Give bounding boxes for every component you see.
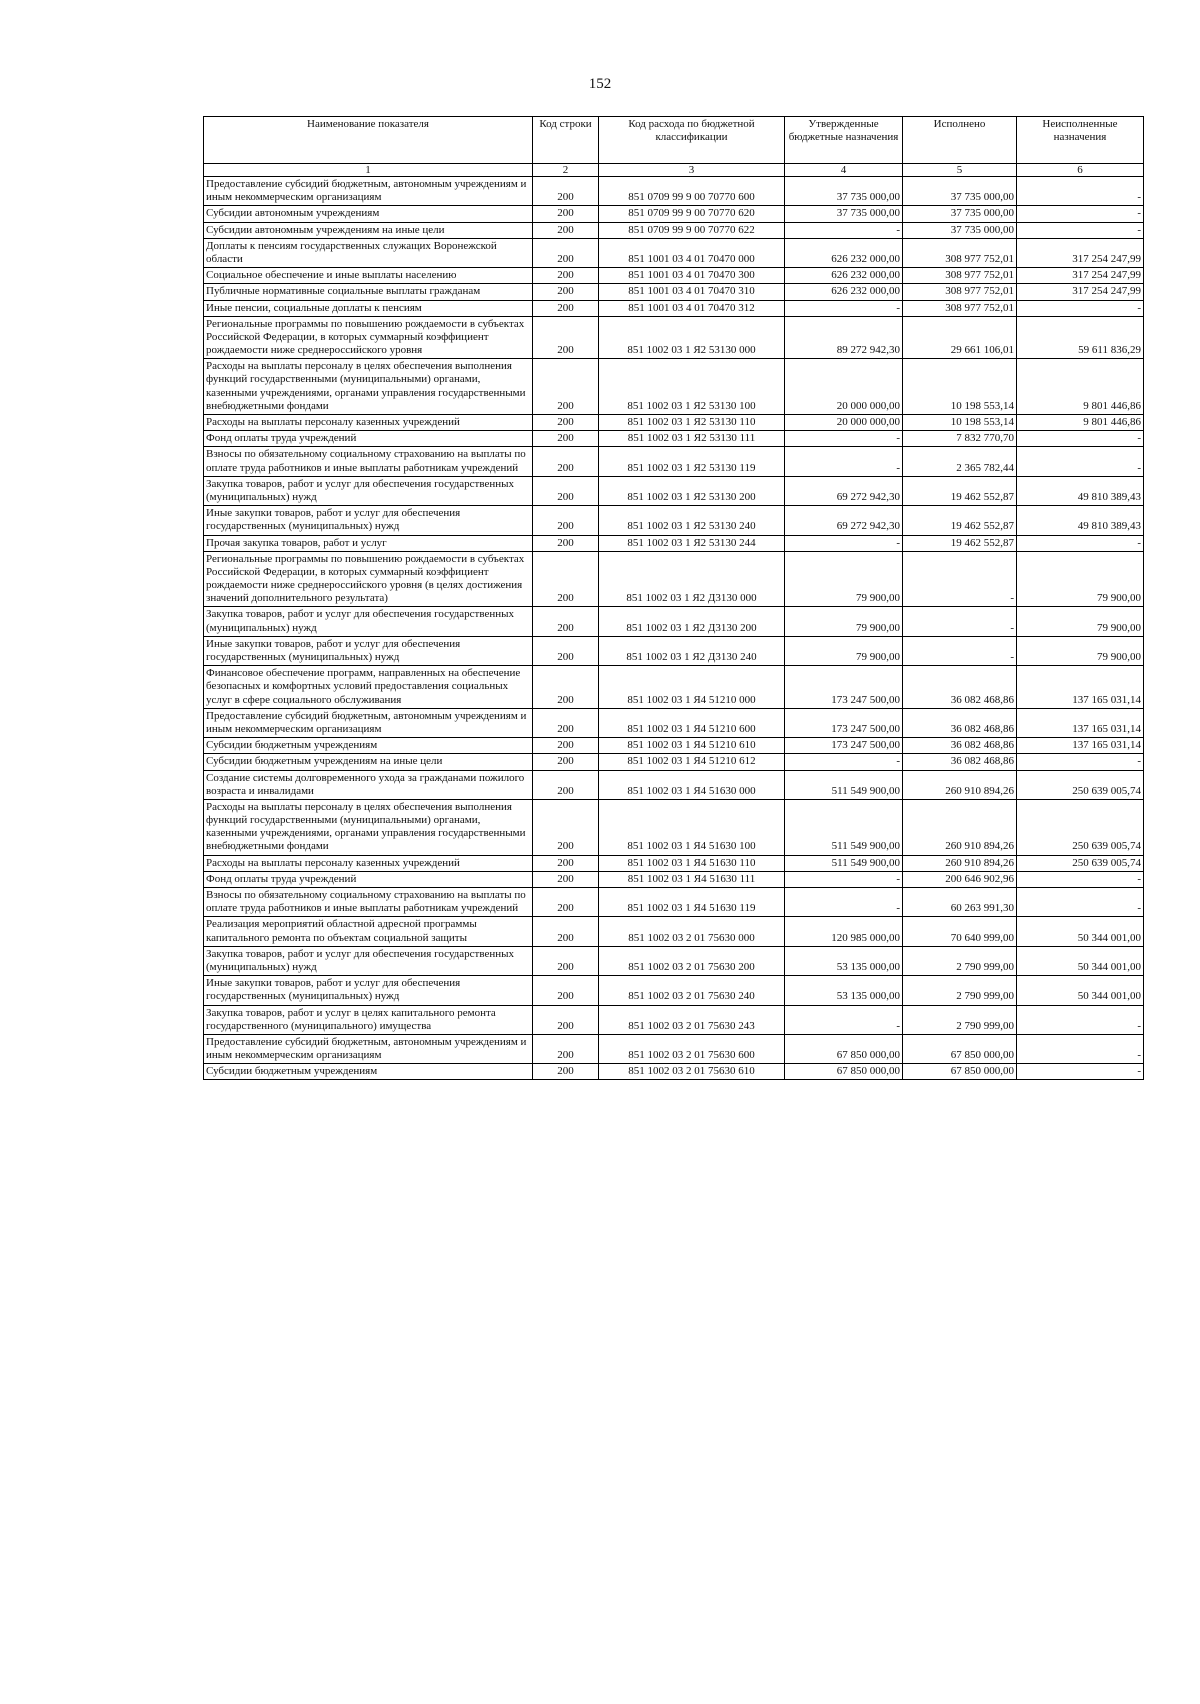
row-unexecuted-amount: 317 254 247,99	[1017, 284, 1144, 300]
table-row	[204, 1034, 1144, 1063]
row-name: Иные пенсии, социальные доплаты к пенсиям	[204, 300, 533, 316]
table-row	[204, 284, 1144, 300]
row-name: Расходы на выплаты персоналу в целях обеспечения выполнения функций государственными (муниципальными) органами, казенными учреждениями, органами управления государственными внебюджетными фондами	[204, 359, 533, 415]
table-row	[204, 316, 1144, 359]
row-line-code: 200	[533, 708, 599, 737]
row-unexecuted-amount: -	[1017, 1034, 1144, 1063]
table-row	[204, 535, 1144, 551]
row-name: Субсидии бюджетным учреждениям	[204, 738, 533, 754]
column-number-row	[204, 164, 1144, 177]
row-executed-amount: -	[903, 607, 1017, 636]
row-unexecuted-amount: 59 611 836,29	[1017, 316, 1144, 359]
column-header-executed: Исполнено	[903, 117, 1017, 164]
row-executed-amount: 10 198 553,14	[903, 415, 1017, 431]
row-approved-amount: -	[785, 871, 903, 887]
table-row	[204, 431, 1144, 447]
row-name: Закупка товаров, работ и услуг для обеспечения государственных (муниципальных) нужд	[204, 476, 533, 505]
row-name: Региональные программы по повышению рождаемости в субъектах Российской Федерации, в которых суммарный коэффициент рождаемости ниже среднероссийского уровня (в целях достижения значений дополнительного результата)	[204, 551, 533, 607]
row-approved-amount: 626 232 000,00	[785, 268, 903, 284]
table-row	[204, 855, 1144, 871]
table-row	[204, 359, 1144, 415]
row-executed-amount: 67 850 000,00	[903, 1064, 1017, 1080]
row-unexecuted-amount: 79 900,00	[1017, 551, 1144, 607]
row-name: Фонд оплаты труда учреждений	[204, 871, 533, 887]
column-header-name: Наименование показателя	[204, 117, 533, 164]
row-approved-amount: 20 000 000,00	[785, 415, 903, 431]
row-name: Взносы по обязательному социальному страхованию на выплаты по оплате труда работников и иные выплаты работникам учреждений	[204, 447, 533, 476]
row-unexecuted-amount: -	[1017, 206, 1144, 222]
row-line-code: 200	[533, 268, 599, 284]
row-unexecuted-amount: 137 165 031,14	[1017, 666, 1144, 709]
row-name: Публичные нормативные социальные выплаты гражданам	[204, 284, 533, 300]
row-budget-code: 851 1002 03 1 Я2 53130 100	[599, 359, 785, 415]
row-unexecuted-amount: -	[1017, 177, 1144, 206]
row-name: Предоставление субсидий бюджетным, автономным учреждениям и иным некоммерческим организациям	[204, 708, 533, 737]
row-executed-amount: 36 082 468,86	[903, 754, 1017, 770]
row-executed-amount: 19 462 552,87	[903, 535, 1017, 551]
row-name: Реализация мероприятий областной адресной программы капитального ремонта по объектам социальной защиты	[204, 917, 533, 946]
row-budget-code: 851 1002 03 1 Я2 53130 111	[599, 431, 785, 447]
row-name: Региональные программы по повышению рождаемости в субъектах Российской Федерации, в которых суммарный коэффициент рождаемости ниже среднероссийского уровня	[204, 316, 533, 359]
row-name: Прочая закупка товаров, работ и услуг	[204, 535, 533, 551]
row-name: Взносы по обязательному социальному страхованию на выплаты по оплате труда работников и иные выплаты работникам учреждений	[204, 888, 533, 917]
row-budget-code: 851 1002 03 1 Я2 53130 200	[599, 476, 785, 505]
table-body	[204, 177, 1144, 1080]
row-budget-code: 851 1002 03 1 Я4 51630 119	[599, 888, 785, 917]
row-executed-amount: 37 735 000,00	[903, 222, 1017, 238]
table-row	[204, 447, 1144, 476]
column-header-line-code: Код строки	[533, 117, 599, 164]
column-number: 5	[903, 164, 1017, 177]
row-line-code: 200	[533, 476, 599, 505]
row-executed-amount: 67 850 000,00	[903, 1034, 1017, 1063]
row-budget-code: 851 1002 03 1 Я2 Д3130 240	[599, 636, 785, 665]
row-line-code: 200	[533, 222, 599, 238]
row-executed-amount: 29 661 106,01	[903, 316, 1017, 359]
table-row	[204, 607, 1144, 636]
row-unexecuted-amount: -	[1017, 1064, 1144, 1080]
row-executed-amount: 60 263 991,30	[903, 888, 1017, 917]
row-line-code: 200	[533, 1005, 599, 1034]
row-line-code: 200	[533, 799, 599, 855]
row-approved-amount: -	[785, 300, 903, 316]
row-line-code: 200	[533, 359, 599, 415]
row-approved-amount: 511 549 900,00	[785, 855, 903, 871]
row-budget-code: 851 1001 03 4 01 70470 312	[599, 300, 785, 316]
table-row	[204, 917, 1144, 946]
row-approved-amount: 79 900,00	[785, 636, 903, 665]
column-header-unexecuted: Неисполненные назначения	[1017, 117, 1144, 164]
row-executed-amount: 37 735 000,00	[903, 206, 1017, 222]
row-unexecuted-amount: -	[1017, 535, 1144, 551]
column-number: 1	[204, 164, 533, 177]
row-line-code: 200	[533, 976, 599, 1005]
row-approved-amount: 69 272 942,30	[785, 506, 903, 535]
row-name: Субсидии автономным учреждениям	[204, 206, 533, 222]
row-name: Создание системы долговременного ухода за гражданами пожилого возраста и инвалидами	[204, 770, 533, 799]
row-unexecuted-amount: -	[1017, 447, 1144, 476]
row-approved-amount: 67 850 000,00	[785, 1034, 903, 1063]
table-row	[204, 238, 1144, 267]
row-name: Субсидии автономным учреждениям на иные цели	[204, 222, 533, 238]
row-unexecuted-amount: 9 801 446,86	[1017, 415, 1144, 431]
row-name: Социальное обеспечение и иные выплаты населению	[204, 268, 533, 284]
row-line-code: 200	[533, 888, 599, 917]
column-header-approved: Утвержденные бюджетные назначения	[785, 117, 903, 164]
row-budget-code: 851 1002 03 2 01 75630 600	[599, 1034, 785, 1063]
table-row	[204, 738, 1144, 754]
row-approved-amount: 511 549 900,00	[785, 770, 903, 799]
row-line-code: 200	[533, 316, 599, 359]
row-approved-amount: 173 247 500,00	[785, 738, 903, 754]
row-name: Предоставление субсидий бюджетным, автономным учреждениям и иным некоммерческим организациям	[204, 177, 533, 206]
row-unexecuted-amount: -	[1017, 431, 1144, 447]
table-row	[204, 946, 1144, 975]
row-approved-amount: -	[785, 1005, 903, 1034]
row-budget-code: 851 1002 03 1 Я4 51210 600	[599, 708, 785, 737]
row-unexecuted-amount: -	[1017, 888, 1144, 917]
row-executed-amount: 2 790 999,00	[903, 1005, 1017, 1034]
row-unexecuted-amount: 137 165 031,14	[1017, 738, 1144, 754]
row-budget-code: 851 1002 03 2 01 75630 243	[599, 1005, 785, 1034]
row-line-code: 200	[533, 415, 599, 431]
row-approved-amount: -	[785, 754, 903, 770]
table-row	[204, 708, 1144, 737]
row-line-code: 200	[533, 607, 599, 636]
table-row	[204, 1005, 1144, 1034]
row-name: Доплаты к пенсиям государственных служащих Воронежской области	[204, 238, 533, 267]
row-executed-amount: 36 082 468,86	[903, 666, 1017, 709]
row-line-code: 200	[533, 551, 599, 607]
row-budget-code: 851 1002 03 1 Я4 51210 612	[599, 754, 785, 770]
header-row	[204, 117, 1144, 164]
row-budget-code: 851 1002 03 1 Я2 Д3130 000	[599, 551, 785, 607]
row-approved-amount: 626 232 000,00	[785, 284, 903, 300]
table-row	[204, 506, 1144, 535]
row-name: Иные закупки товаров, работ и услуг для обеспечения государственных (муниципальных) нужд	[204, 506, 533, 535]
row-executed-amount: 36 082 468,86	[903, 738, 1017, 754]
row-executed-amount: 260 910 894,26	[903, 855, 1017, 871]
row-budget-code: 851 1001 03 4 01 70470 310	[599, 284, 785, 300]
row-budget-code: 851 1002 03 1 Я4 51630 110	[599, 855, 785, 871]
row-unexecuted-amount: 79 900,00	[1017, 607, 1144, 636]
row-approved-amount: -	[785, 431, 903, 447]
row-name: Закупка товаров, работ и услуг для обеспечения государственных (муниципальных) нужд	[204, 946, 533, 975]
row-budget-code: 851 1001 03 4 01 70470 000	[599, 238, 785, 267]
row-budget-code: 851 1001 03 4 01 70470 300	[599, 268, 785, 284]
table-row	[204, 300, 1144, 316]
row-approved-amount: 37 735 000,00	[785, 206, 903, 222]
row-budget-code: 851 1002 03 1 Я2 53130 244	[599, 535, 785, 551]
row-budget-code: 851 1002 03 1 Я4 51630 000	[599, 770, 785, 799]
table-row	[204, 888, 1144, 917]
row-line-code: 200	[533, 738, 599, 754]
row-unexecuted-amount: -	[1017, 222, 1144, 238]
table-row	[204, 222, 1144, 238]
row-approved-amount: -	[785, 447, 903, 476]
row-unexecuted-amount: -	[1017, 871, 1144, 887]
row-approved-amount: 626 232 000,00	[785, 238, 903, 267]
row-name: Иные закупки товаров, работ и услуг для обеспечения государственных (муниципальных) нужд	[204, 636, 533, 665]
row-executed-amount: 10 198 553,14	[903, 359, 1017, 415]
row-approved-amount: 79 900,00	[785, 551, 903, 607]
row-name: Иные закупки товаров, работ и услуг для обеспечения государственных (муниципальных) нужд	[204, 976, 533, 1005]
row-approved-amount: 69 272 942,30	[785, 476, 903, 505]
row-approved-amount: 79 900,00	[785, 607, 903, 636]
row-line-code: 200	[533, 177, 599, 206]
row-budget-code: 851 1002 03 1 Я4 51630 100	[599, 799, 785, 855]
budget-execution-table	[203, 116, 1144, 1080]
row-budget-code: 851 1002 03 1 Я4 51210 000	[599, 666, 785, 709]
row-approved-amount: 511 549 900,00	[785, 799, 903, 855]
row-executed-amount: 19 462 552,87	[903, 506, 1017, 535]
row-executed-amount: 2 790 999,00	[903, 946, 1017, 975]
row-budget-code: 851 1002 03 2 01 75630 000	[599, 917, 785, 946]
row-line-code: 200	[533, 1064, 599, 1080]
row-line-code: 200	[533, 871, 599, 887]
row-approved-amount: 53 135 000,00	[785, 946, 903, 975]
row-approved-amount: 173 247 500,00	[785, 708, 903, 737]
row-unexecuted-amount: -	[1017, 754, 1144, 770]
row-unexecuted-amount: 250 639 005,74	[1017, 799, 1144, 855]
table-row	[204, 551, 1144, 607]
row-approved-amount: 120 985 000,00	[785, 917, 903, 946]
row-budget-code: 851 1002 03 1 Я2 53130 119	[599, 447, 785, 476]
row-unexecuted-amount: 49 810 389,43	[1017, 506, 1144, 535]
row-line-code: 200	[533, 666, 599, 709]
row-name: Субсидии бюджетным учреждениям на иные цели	[204, 754, 533, 770]
row-name: Фонд оплаты труда учреждений	[204, 431, 533, 447]
row-approved-amount: 20 000 000,00	[785, 359, 903, 415]
table-row	[204, 177, 1144, 206]
row-unexecuted-amount: 50 344 001,00	[1017, 946, 1144, 975]
column-number: 3	[599, 164, 785, 177]
row-approved-amount: -	[785, 222, 903, 238]
row-unexecuted-amount: 50 344 001,00	[1017, 976, 1144, 1005]
row-name: Расходы на выплаты персоналу в целях обеспечения выполнения функций государственными (муниципальными) органами, казенными учреждениями, органами управления государственными внебюджетными фондами	[204, 799, 533, 855]
row-unexecuted-amount: 250 639 005,74	[1017, 855, 1144, 871]
table-row	[204, 799, 1144, 855]
page-number: 152	[588, 76, 612, 92]
row-budget-code: 851 1002 03 1 Я2 Д3130 200	[599, 607, 785, 636]
row-unexecuted-amount: 50 344 001,00	[1017, 917, 1144, 946]
row-unexecuted-amount: -	[1017, 300, 1144, 316]
row-budget-code: 851 0709 99 9 00 70770 620	[599, 206, 785, 222]
row-executed-amount: 200 646 902,96	[903, 871, 1017, 887]
row-executed-amount: 7 832 770,70	[903, 431, 1017, 447]
row-executed-amount: 2 365 782,44	[903, 447, 1017, 476]
row-approved-amount: 53 135 000,00	[785, 976, 903, 1005]
row-unexecuted-amount: 317 254 247,99	[1017, 268, 1144, 284]
row-approved-amount: -	[785, 535, 903, 551]
row-line-code: 200	[533, 300, 599, 316]
row-approved-amount: 67 850 000,00	[785, 1064, 903, 1080]
row-name: Финансовое обеспечение программ, направленных на обеспечение безопасных и комфортных условий предоставления социальных услуг в сфере социального обслуживания	[204, 666, 533, 709]
row-executed-amount: 308 977 752,01	[903, 268, 1017, 284]
table-row	[204, 476, 1144, 505]
row-budget-code: 851 1002 03 1 Я2 53130 110	[599, 415, 785, 431]
table-row	[204, 976, 1144, 1005]
row-budget-code: 851 1002 03 2 01 75630 610	[599, 1064, 785, 1080]
table-row	[204, 1064, 1144, 1080]
row-budget-code: 851 1002 03 1 Я2 53130 000	[599, 316, 785, 359]
row-executed-amount: 308 977 752,01	[903, 238, 1017, 267]
row-name: Закупка товаров, работ и услуг для обеспечения государственных (муниципальных) нужд	[204, 607, 533, 636]
row-budget-code: 851 1002 03 2 01 75630 240	[599, 976, 785, 1005]
row-budget-code: 851 1002 03 1 Я4 51210 610	[599, 738, 785, 754]
table-header	[204, 117, 1144, 177]
row-budget-code: 851 0709 99 9 00 70770 600	[599, 177, 785, 206]
row-approved-amount: 173 247 500,00	[785, 666, 903, 709]
row-unexecuted-amount: 317 254 247,99	[1017, 238, 1144, 267]
row-executed-amount: 19 462 552,87	[903, 476, 1017, 505]
row-executed-amount: 308 977 752,01	[903, 300, 1017, 316]
table-row	[204, 415, 1144, 431]
row-name: Субсидии бюджетным учреждениям	[204, 1064, 533, 1080]
row-executed-amount: 308 977 752,01	[903, 284, 1017, 300]
row-unexecuted-amount: 49 810 389,43	[1017, 476, 1144, 505]
table-row	[204, 871, 1144, 887]
row-executed-amount: 260 910 894,26	[903, 799, 1017, 855]
row-name: Предоставление субсидий бюджетным, автономным учреждениям и иным некоммерческим организациям	[204, 1034, 533, 1063]
row-budget-code: 851 1002 03 1 Я4 51630 111	[599, 871, 785, 887]
row-executed-amount: -	[903, 636, 1017, 665]
row-unexecuted-amount: 9 801 446,86	[1017, 359, 1144, 415]
row-name: Расходы на выплаты персоналу казенных учреждений	[204, 855, 533, 871]
row-line-code: 200	[533, 284, 599, 300]
row-executed-amount: 70 640 999,00	[903, 917, 1017, 946]
row-approved-amount: 89 272 942,30	[785, 316, 903, 359]
row-line-code: 200	[533, 206, 599, 222]
row-approved-amount: 37 735 000,00	[785, 177, 903, 206]
table-row	[204, 206, 1144, 222]
row-line-code: 200	[533, 917, 599, 946]
row-executed-amount: 36 082 468,86	[903, 708, 1017, 737]
column-header-budget-code: Код расхода по бюджетной классификации	[599, 117, 785, 164]
row-executed-amount: -	[903, 551, 1017, 607]
column-number: 2	[533, 164, 599, 177]
row-approved-amount: -	[785, 888, 903, 917]
row-line-code: 200	[533, 636, 599, 665]
row-line-code: 200	[533, 238, 599, 267]
table-row	[204, 268, 1144, 284]
column-number: 6	[1017, 164, 1144, 177]
row-line-code: 200	[533, 754, 599, 770]
row-executed-amount: 260 910 894,26	[903, 770, 1017, 799]
row-unexecuted-amount: 137 165 031,14	[1017, 708, 1144, 737]
table-row	[204, 666, 1144, 709]
row-budget-code: 851 0709 99 9 00 70770 622	[599, 222, 785, 238]
row-budget-code: 851 1002 03 1 Я2 53130 240	[599, 506, 785, 535]
row-unexecuted-amount: 250 639 005,74	[1017, 770, 1144, 799]
row-budget-code: 851 1002 03 2 01 75630 200	[599, 946, 785, 975]
row-line-code: 200	[533, 855, 599, 871]
row-name: Закупка товаров, работ и услуг в целях капитального ремонта государственного (муниципального) имущества	[204, 1005, 533, 1034]
row-name: Расходы на выплаты персоналу казенных учреждений	[204, 415, 533, 431]
table-row	[204, 754, 1144, 770]
table-row	[204, 770, 1144, 799]
column-number: 4	[785, 164, 903, 177]
row-executed-amount: 37 735 000,00	[903, 177, 1017, 206]
row-line-code: 200	[533, 431, 599, 447]
row-line-code: 200	[533, 447, 599, 476]
row-line-code: 200	[533, 1034, 599, 1063]
row-unexecuted-amount: 79 900,00	[1017, 636, 1144, 665]
row-line-code: 200	[533, 770, 599, 799]
row-line-code: 200	[533, 506, 599, 535]
row-unexecuted-amount: -	[1017, 1005, 1144, 1034]
row-line-code: 200	[533, 535, 599, 551]
table-row	[204, 636, 1144, 665]
row-executed-amount: 2 790 999,00	[903, 976, 1017, 1005]
row-line-code: 200	[533, 946, 599, 975]
